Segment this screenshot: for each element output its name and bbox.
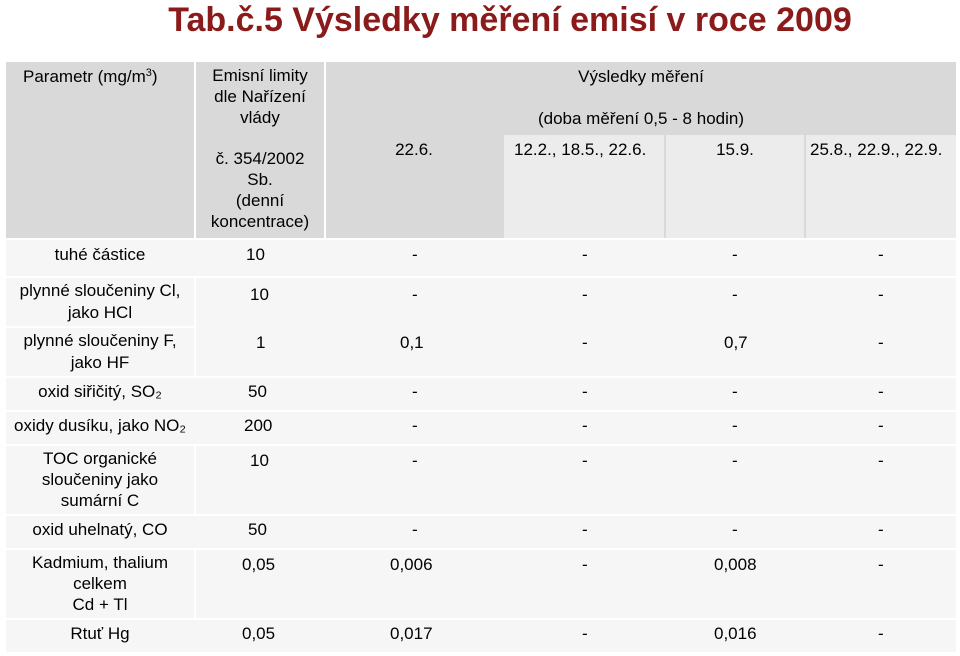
measured-value: - bbox=[582, 451, 588, 470]
row-parameter: TOC organické bbox=[42, 449, 157, 468]
row-parameter: tuhé částice bbox=[54, 245, 146, 264]
limit-value: 10 bbox=[250, 451, 269, 470]
header-date: 12.2., 18.5., 22.6. bbox=[514, 140, 647, 159]
measured-value: - bbox=[582, 333, 588, 352]
values-block bbox=[196, 550, 956, 618]
row-parameter: sumární C bbox=[60, 491, 140, 510]
table-row bbox=[6, 278, 194, 326]
row-parameter: Rtuť Hg bbox=[70, 624, 130, 643]
header-parameter-label: Parametr $(mg/m^3)$ bbox=[23, 67, 158, 86]
header-limits-line: č. 354/2002 bbox=[215, 149, 305, 168]
limit-value: 0,05 bbox=[242, 555, 276, 574]
limit-value: 10 bbox=[246, 245, 265, 264]
measured-value: 0,006 bbox=[390, 555, 433, 574]
table-row bbox=[6, 446, 194, 514]
header-results-title: Výsledky měření bbox=[578, 67, 704, 86]
page-title: Tab.č.5 Výsledky měření emisí v roce 2009 bbox=[168, 1, 852, 39]
limit-value: 200 bbox=[244, 416, 273, 435]
row-parameter: plynné sloučeniny Cl, bbox=[19, 281, 181, 300]
header-limits-line: dle Nařízení bbox=[214, 87, 306, 106]
row-parameter: sloučeniny jako bbox=[41, 470, 159, 489]
header-limits-line: (denní bbox=[235, 191, 285, 210]
measured-value: - bbox=[878, 520, 884, 539]
measured-value: - bbox=[412, 285, 418, 304]
header-limits-line: koncentrace) bbox=[210, 212, 310, 231]
limit-value: 10 bbox=[250, 285, 269, 304]
measured-value: - bbox=[878, 245, 884, 264]
row-parameter: oxid siřičitý, SO₂ bbox=[38, 382, 162, 401]
header-date: 25.8., 22.9., 22.9. bbox=[810, 140, 943, 159]
measured-value: - bbox=[878, 285, 884, 304]
measured-value: - bbox=[582, 416, 588, 435]
limit-value: 50 bbox=[248, 520, 267, 539]
values-block bbox=[196, 278, 956, 376]
row-parameter: jako HF bbox=[70, 353, 130, 372]
measured-value: - bbox=[582, 624, 588, 643]
limit-value: 0,05 bbox=[242, 624, 276, 643]
header-limits-line: Emisní limity bbox=[212, 66, 308, 85]
table-row bbox=[6, 240, 956, 276]
header-date-cell bbox=[666, 135, 804, 238]
measured-value: 0,017 bbox=[390, 624, 433, 643]
header-limits-line: vlády bbox=[240, 108, 280, 127]
measured-value: - bbox=[732, 520, 738, 539]
row-parameter: jako HCl bbox=[67, 303, 133, 322]
measured-value: - bbox=[582, 245, 588, 264]
measured-value: 0,7 bbox=[724, 333, 748, 352]
measured-value: - bbox=[582, 285, 588, 304]
header-date: 22.6. bbox=[395, 140, 433, 159]
table-row bbox=[6, 620, 956, 652]
header-date-cell bbox=[504, 135, 664, 238]
row-parameter: oxid uhelnatý, CO bbox=[32, 520, 168, 539]
header-parameter-cell bbox=[6, 62, 194, 238]
header-date-cell bbox=[806, 135, 956, 238]
limit-value: 1 bbox=[256, 333, 266, 352]
measured-value: - bbox=[732, 382, 738, 401]
table-row bbox=[6, 328, 194, 376]
row-parameter: Kadmium, thalium bbox=[31, 553, 169, 572]
header-date: 15.9. bbox=[716, 140, 754, 159]
row-parameter: oxidy dusíku, jako NO₂ bbox=[14, 416, 186, 435]
measured-value: - bbox=[412, 520, 418, 539]
measured-value: 0,008 bbox=[714, 555, 757, 574]
row-parameter: Cd + Tl bbox=[72, 595, 128, 614]
measured-value: - bbox=[878, 416, 884, 435]
measured-value: - bbox=[878, 451, 884, 470]
table-row bbox=[6, 378, 956, 410]
table-row bbox=[6, 412, 956, 444]
limit-value: 50 bbox=[248, 382, 267, 401]
values-block bbox=[196, 446, 956, 514]
header-results-subtitle: (doba měření 0,5 - 8 hodin) bbox=[537, 109, 744, 128]
measured-value: - bbox=[732, 416, 738, 435]
table-row bbox=[6, 516, 956, 548]
measured-value: - bbox=[412, 416, 418, 435]
header-date-cell bbox=[326, 135, 502, 238]
row-parameter: celkem bbox=[73, 574, 127, 593]
measured-value: - bbox=[412, 245, 418, 264]
measured-value: - bbox=[582, 520, 588, 539]
table-row bbox=[6, 550, 194, 618]
row-parameter: plynné sloučeniny F, bbox=[23, 331, 177, 350]
measured-value: - bbox=[732, 285, 738, 304]
measured-value: 0,016 bbox=[714, 624, 757, 643]
measured-value: - bbox=[878, 333, 884, 352]
measured-value: - bbox=[582, 382, 588, 401]
measured-value: - bbox=[878, 555, 884, 574]
measured-value: - bbox=[412, 451, 418, 470]
header-limits-line: Sb. bbox=[247, 170, 273, 189]
measured-value: - bbox=[732, 245, 738, 264]
measured-value: - bbox=[732, 451, 738, 470]
measured-value: - bbox=[582, 555, 588, 574]
measured-value: - bbox=[878, 382, 884, 401]
measured-value: - bbox=[412, 382, 418, 401]
measured-value: 0,1 bbox=[400, 333, 424, 352]
measured-value: - bbox=[878, 624, 884, 643]
header-limits-cell bbox=[196, 62, 324, 238]
